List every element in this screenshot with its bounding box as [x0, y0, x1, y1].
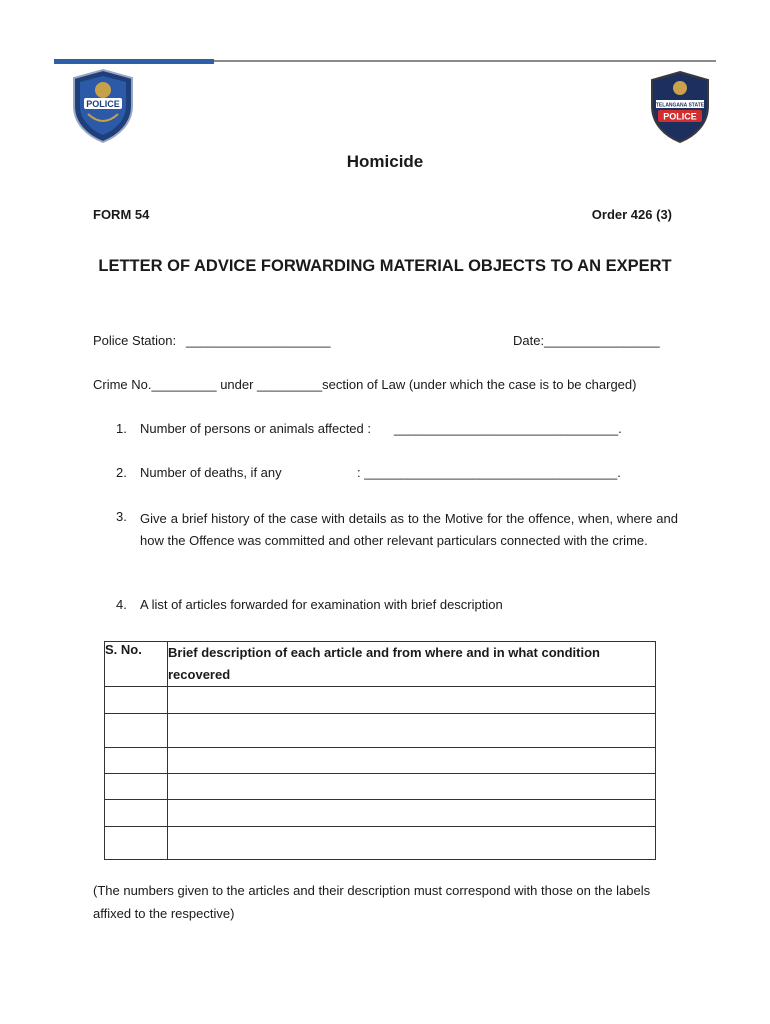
item-text: A list of articles forwarded for examination with brief description [140, 597, 503, 612]
department-heading: Homicide [346, 152, 424, 171]
sno-cell[interactable] [105, 774, 168, 800]
column-header-sno: S. No. [105, 642, 168, 687]
description-cell[interactable] [168, 687, 656, 714]
item-number: 2. [116, 465, 127, 480]
order-number: Order 426 (3) [591, 207, 672, 222]
table-row [105, 827, 656, 860]
header-rule [214, 60, 716, 62]
deaths-field[interactable]: : ___________________________________. [357, 465, 621, 480]
description-cell[interactable] [168, 827, 656, 860]
date-field[interactable]: Date:________________ [513, 333, 660, 348]
telangana-police-logo-right [648, 70, 712, 144]
description-cell[interactable] [168, 748, 656, 774]
table-row [105, 687, 656, 714]
svg-text:POLICE: POLICE [663, 111, 697, 122]
table-row [105, 748, 656, 774]
svg-text:POLICE: POLICE [86, 99, 120, 109]
description-cell[interactable] [168, 774, 656, 800]
sno-cell[interactable] [105, 714, 168, 748]
crime-number-line[interactable]: Crime No._________ under _________section of Law (under which the case is to be charged) [93, 377, 637, 392]
police-badge-logo-left [70, 68, 136, 144]
police-station-label: Police Station: [93, 333, 177, 348]
persons-affected-field[interactable]: _______________________________. [394, 421, 622, 436]
header-rule-accent [54, 59, 214, 64]
column-header-description: Brief description of each article and from where and in what condition recovered [168, 642, 656, 687]
table-header-row [105, 642, 656, 687]
item-text: Number of deaths, if any [140, 465, 282, 480]
sno-cell[interactable] [105, 800, 168, 827]
police-station-field[interactable]: ____________________ [186, 333, 331, 348]
description-cell[interactable] [168, 800, 656, 827]
table-row [105, 774, 656, 800]
item-number: 3. [116, 509, 127, 524]
item-text: Give a brief history of the case with details as to the Motive for the offence, when, where and how the Offence was committed and other relevant particulars connected with the crime. [140, 511, 678, 548]
form-number: FORM 54 [93, 207, 150, 222]
description-cell[interactable] [168, 714, 656, 748]
item-number: 1. [116, 421, 127, 436]
footnote: (The numbers given to the articles and their description must correspond with those on the labels affixed to the respective) [93, 883, 651, 921]
articles-table [104, 641, 656, 860]
form-title: LETTER OF ADVICE FORWARDING MATERIAL OBJECTS TO AN EXPERT [98, 257, 672, 275]
item-text: Number of persons or animals affected : [140, 421, 371, 436]
sno-cell[interactable] [105, 827, 168, 860]
table-row [105, 800, 656, 827]
sno-cell[interactable] [105, 748, 168, 774]
item-number: 4. [116, 597, 127, 612]
table-row [105, 714, 656, 748]
svg-text:TELANGANA STATE: TELANGANA STATE [655, 102, 705, 109]
sno-cell[interactable] [105, 687, 168, 714]
